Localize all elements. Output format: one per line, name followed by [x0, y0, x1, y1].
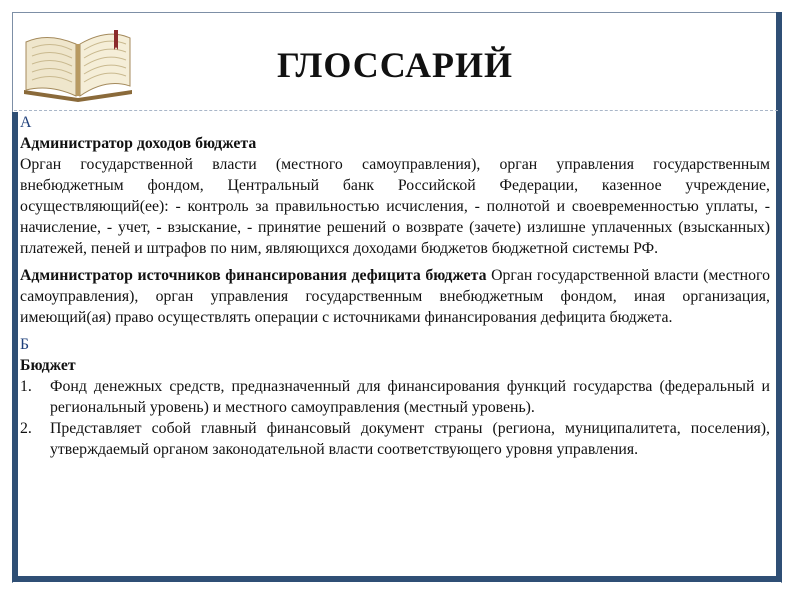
glossary-content: [20, 112, 770, 460]
list-number: 1.: [20, 378, 32, 395]
term-title: Бюджет: [20, 357, 76, 374]
list-item: [20, 418, 770, 460]
frame-left-bar: [12, 112, 18, 582]
list-text: Представляет собой главный финансовый документ страны (региона, муниципалитета, поселения), утверждаемый органом законодательной власти соответствующего уровня управления.: [50, 420, 770, 458]
section-letter: А: [20, 114, 32, 131]
glossary-entry: [20, 265, 770, 328]
term-title: Администратор доходов бюджета: [20, 135, 257, 152]
term-definition: Орган государственной власти (местного самоуправления), орган управления государственным внебюджетным фондом, Центральный банк Российской Федерации, казенное учреждение, осуществляющий(ее): - контроль за правильностью исчисления, - полнотой и своевременностью уплаты, - начисление, - учет, - взыскание, - принятие решений о возврате (зачете) излишне уплаченных (взысканных) платежей, пеней и штрафов по ним, являющихся доходами бюджетов бюджетной системы РФ.: [20, 156, 770, 257]
section-a: [20, 112, 770, 259]
term-definition: Орган государственной власти (местного самоуправления), орган управления государственным внебюджетным фондом, иная организация, имеющий(ая) право осуществлять операции с источниками финансирования дефицита бюджета.: [20, 267, 770, 326]
list-text: Фонд денежных средств, предназначенный для финансирования функций государства (федеральный и региональный уровень) и местного самоуправления (местный уровень).: [50, 378, 770, 416]
definition-list: [20, 376, 770, 460]
section-letter: Б: [20, 336, 30, 353]
term-title: Администратор источников финансирования дефицита бюджета: [20, 267, 487, 284]
frame-bottom-bar: [12, 576, 782, 582]
page-title: ГЛОССАРИЙ: [277, 45, 513, 85]
list-item: [20, 376, 770, 418]
section-b: [20, 334, 770, 460]
header-divider: [14, 110, 778, 111]
list-number: 2.: [20, 420, 32, 437]
open-book-icon: [18, 20, 138, 102]
frame-right-bar: [776, 12, 782, 582]
